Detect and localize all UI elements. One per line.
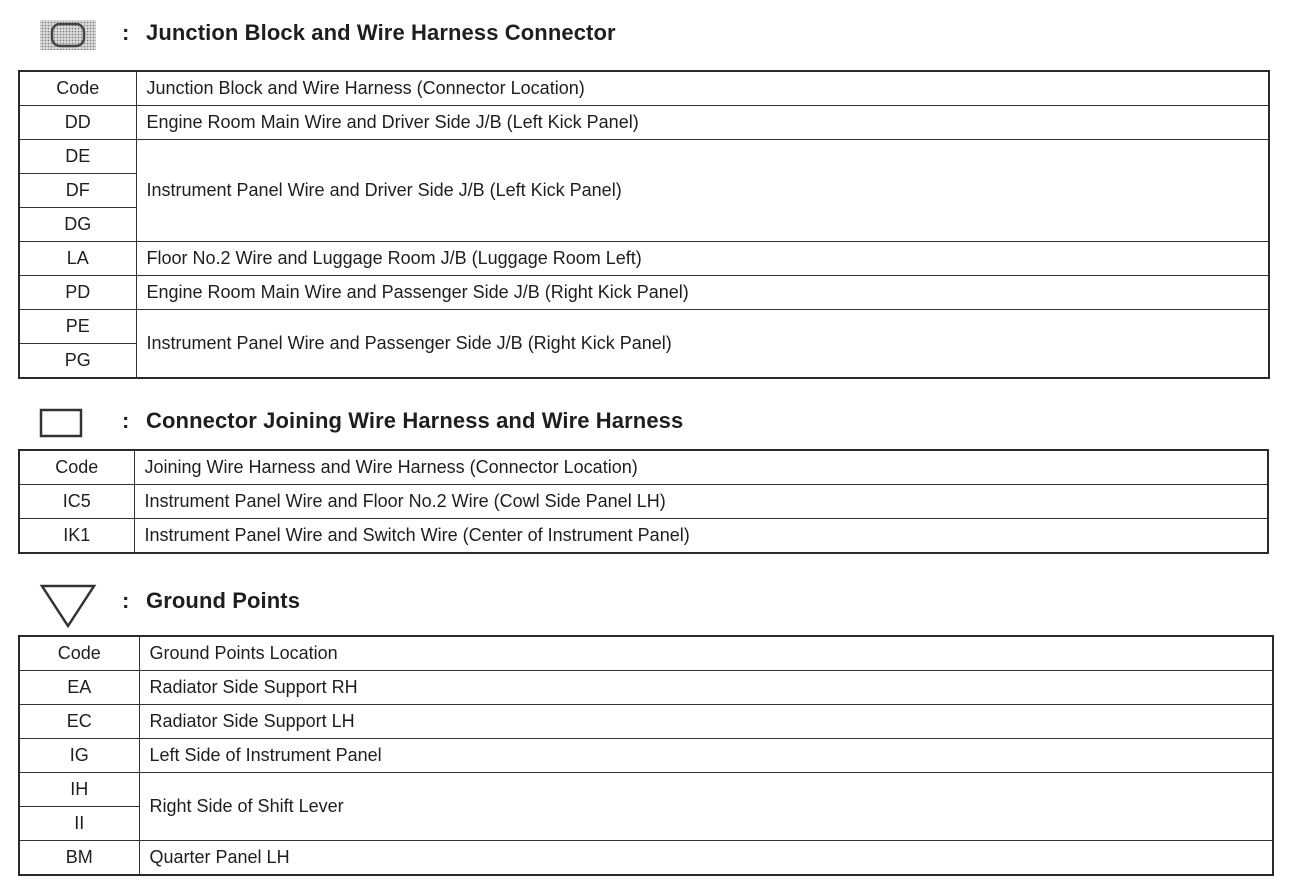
code-cell: DE <box>19 140 136 174</box>
code-column-header: Code <box>19 71 136 106</box>
table-row <box>19 485 1268 519</box>
code-cell: DD <box>19 106 136 140</box>
code-cell: IC5 <box>19 485 134 519</box>
description-column-header: Ground Points Location <box>139 636 1273 671</box>
connector-joining-header <box>0 400 1312 440</box>
table-row <box>19 739 1273 773</box>
ground-points-table <box>18 635 1274 876</box>
section-colon: : <box>122 588 130 613</box>
description-cell: Engine Room Main Wire and Driver Side J/B (Left Kick Panel) <box>136 106 1269 140</box>
code-cell: BM <box>19 841 139 876</box>
code-cell: DF <box>19 174 136 208</box>
section-colon: : <box>122 408 130 433</box>
code-cell: EC <box>19 705 139 739</box>
shaded-rounded-rectangle-icon <box>38 18 98 52</box>
table-row <box>19 773 1273 807</box>
table-row <box>19 310 1269 344</box>
table-row <box>19 106 1269 140</box>
description-cell: Right Side of Shift Lever <box>139 773 1273 841</box>
section-colon: : <box>122 20 130 45</box>
code-column-header: Code <box>19 636 139 671</box>
description-cell: Engine Room Main Wire and Passenger Side J/B (Right Kick Panel) <box>136 276 1269 310</box>
junction-block-table <box>18 70 1270 379</box>
outlined-rectangle-icon <box>38 406 86 440</box>
description-cell: Instrument Panel Wire and Switch Wire (Center of Instrument Panel) <box>134 519 1268 554</box>
code-column-header: Code <box>19 450 134 485</box>
table-header-row <box>19 71 1269 106</box>
table-row <box>19 841 1273 876</box>
code-cell: IK1 <box>19 519 134 554</box>
table-row <box>19 242 1269 276</box>
description-cell: Radiator Side Support RH <box>139 671 1273 705</box>
section-title: Ground Points <box>146 588 301 613</box>
table-header-row <box>19 450 1268 485</box>
ground-points-header <box>0 580 1312 620</box>
description-cell: Instrument Panel Wire and Passenger Side J/B (Right Kick Panel) <box>136 310 1269 379</box>
code-cell: IG <box>19 739 139 773</box>
code-cell: IH <box>19 773 139 807</box>
table-row <box>19 519 1268 554</box>
description-cell: Instrument Panel Wire and Driver Side J/B (Left Kick Panel) <box>136 140 1269 242</box>
description-cell: Left Side of Instrument Panel <box>139 739 1273 773</box>
description-column-header: Joining Wire Harness and Wire Harness (Connector Location) <box>134 450 1268 485</box>
description-cell: Radiator Side Support LH <box>139 705 1273 739</box>
description-column-header: Junction Block and Wire Harness (Connector Location) <box>136 71 1269 106</box>
code-cell: II <box>19 807 139 841</box>
table-header-row <box>19 636 1273 671</box>
description-cell: Quarter Panel LH <box>139 841 1273 876</box>
junction-block-header <box>0 12 1312 52</box>
code-cell: PG <box>19 344 136 379</box>
description-cell: Floor No.2 Wire and Luggage Room J/B (Luggage Room Left) <box>136 242 1269 276</box>
section-title: Junction Block and Wire Harness Connector <box>146 20 616 45</box>
code-cell: EA <box>19 671 139 705</box>
table-row <box>19 276 1269 310</box>
code-cell: PE <box>19 310 136 344</box>
table-row <box>19 140 1269 174</box>
section-title: Connector Joining Wire Harness and Wire Harness <box>146 408 684 433</box>
code-cell: PD <box>19 276 136 310</box>
table-row <box>19 705 1273 739</box>
description-cell: Instrument Panel Wire and Floor No.2 Wire (Cowl Side Panel LH) <box>134 485 1268 519</box>
table-row <box>19 671 1273 705</box>
connector-joining-table <box>18 449 1269 554</box>
code-cell: LA <box>19 242 136 276</box>
code-cell: DG <box>19 208 136 242</box>
down-triangle-icon <box>38 582 98 630</box>
